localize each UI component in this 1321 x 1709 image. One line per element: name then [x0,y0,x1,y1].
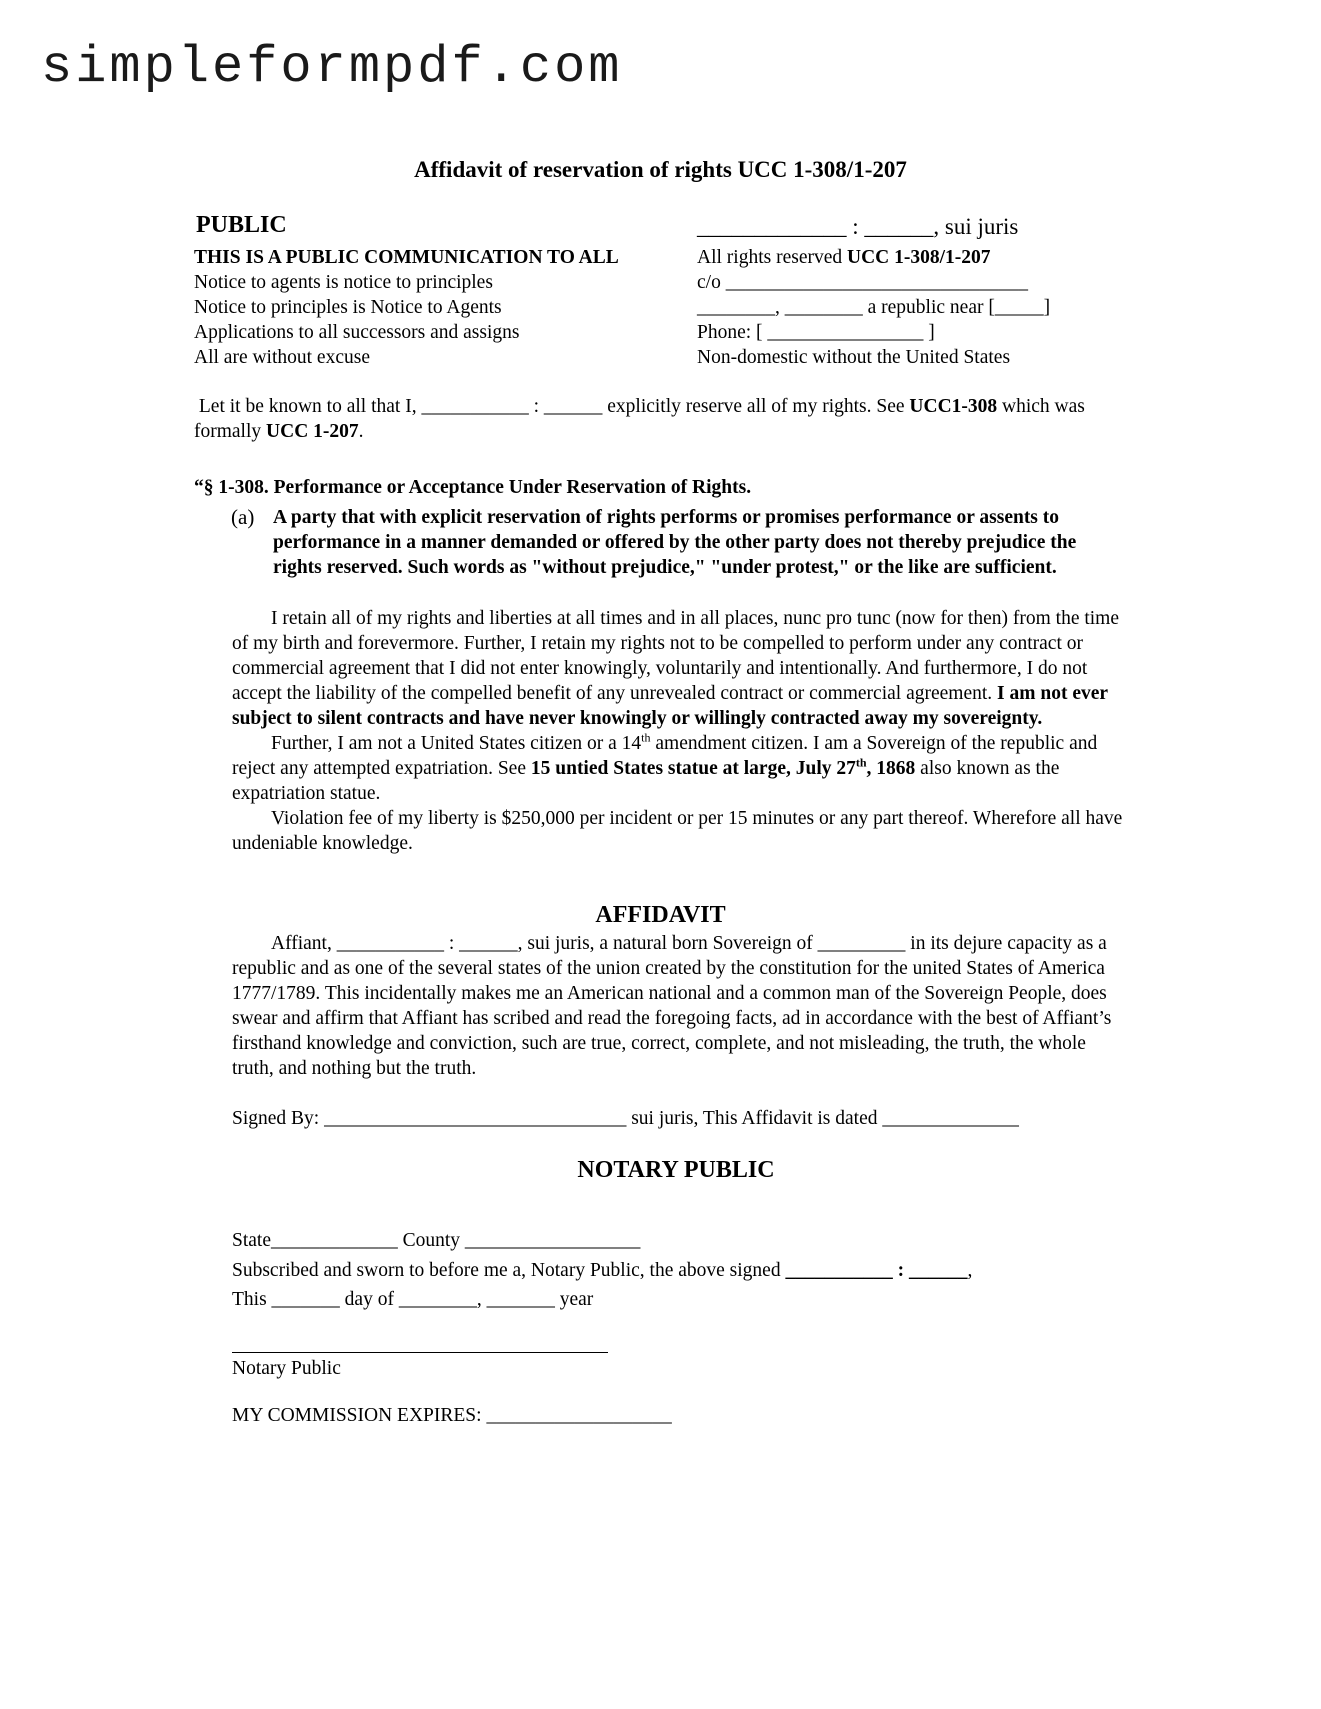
notary-heading: NOTARY PUBLIC [577,1157,775,1183]
notary-public-label: Notary Public [232,1358,341,1379]
item-a [231,505,1126,580]
notice-line-5: All are without excuse [194,347,370,368]
intro-paragraph: Let it be known to all that I, ___________ : ______ explicitly reserve all of my rights. See UCC1-308 which was formally UCC 1-207. [194,396,1085,442]
item-a-text: A party that with explicit reservation of rights performs or promises performance or assents to performance in a manner demanded or offered by the other party does not thereby prejudice the rights reserved. Such words as "without prejudice," "under protest," or the like are sufficient. [273,507,1077,578]
subscribed-line: Subscribed and sworn to before me a, Notary Public, the above signed ___________ : ______, [232,1260,973,1281]
affidavit-heading: AFFIDAVIT [595,902,726,928]
body-paragraph-2: Further, I am not a United States citizen or a 14th amendment citizen. I am a Sovereign of the republic and reject any attempted expatriation. See 15 untied States statue at large, July 27th, 1868 also known as the expatriation statue. [232,730,1098,804]
item-a-label: (a) [231,505,255,529]
body-paragraph-3: Violation fee of my liberty is $250,000 per incident or per 15 minutes or any part thereof. Wherefore all have undeniable knowledge. [232,808,1123,854]
rights-reserved-line: All rights reserved UCC 1-308/1-207 [697,247,991,268]
commission-expires-field: MY COMMISSION EXPIRES: ___________________ [232,1405,672,1426]
state-county-field: State_____________ County __________________ [232,1230,641,1251]
notice-line-3: Notice to principles is Notice to Agents [194,297,502,318]
affidavit-body [232,931,1126,1081]
care-of-field: c/o _______________________________ [697,272,1028,293]
public-heading: PUBLIC [196,212,287,238]
notice-line-2: Notice to agents is notice to principles [194,272,493,293]
date-field: This _______ day of ________, _______ year [232,1289,594,1310]
affidavit-paragraph: Affiant, ___________ : ______, sui juris, a natural born Sovereign of _________ in its dejure capacity as a republic and as one of the several states of the union created by the constitution for the united States of America 1777/1789. This incidentally makes me an American national and a common man of the Sovereign People, does swear and affirm that Affiant has scribed and read the foregoing facts, ad in accordance with the best of Affiant’s firsthand knowledge and conviction, such are true, correct, complete, and not misleading, the truth, the whole truth, and nothing but the truth. [232,933,1112,1079]
public-notice-block [194,245,619,370]
watermark-logo: simpleformpdf.com [41,38,623,97]
address-block [697,245,1050,370]
notary-signature-rule [232,1352,608,1353]
sui-juris-name-field: _____________ : ______, sui juris [697,214,1019,239]
public-communication-line: THIS IS A PUBLIC COMMUNICATION TO ALL [194,247,619,268]
republic-field: ________, ________ a republic near [_____] [697,297,1051,318]
section-heading: “§ 1-308. Performance or Acceptance Under Reservation of Rights. [194,477,752,498]
signature-line: Signed By: _______________________________ sui juris, This Affidavit is dated ______________ [232,1108,1019,1129]
document-title: Affidavit of reservation of rights UCC 1-308/1-207 [414,157,907,182]
non-domestic-line: Non-domestic without the United States [697,347,1011,368]
notice-line-4: Applications to all successors and assigns [194,322,520,343]
phone-field: Phone: [ ________________ ] [697,322,935,343]
rights-body [232,606,1126,856]
body-paragraph-1: I retain all of my rights and liberties at all times and in all places, nunc pro tunc (now for then) from the time of my birth and forevermore. Further, I retain my rights not to be compelled to perform under any contract or commercial agreement that I did not enter knowingly, voluntarily and intentionally. And furthermore, I do not accept the liability of the compelled benefit of any unrevealed contract or commercial agreement. I am not ever subject to silent contracts and have never knowingly or willingly contracted away my sovereignty. [232,608,1120,729]
